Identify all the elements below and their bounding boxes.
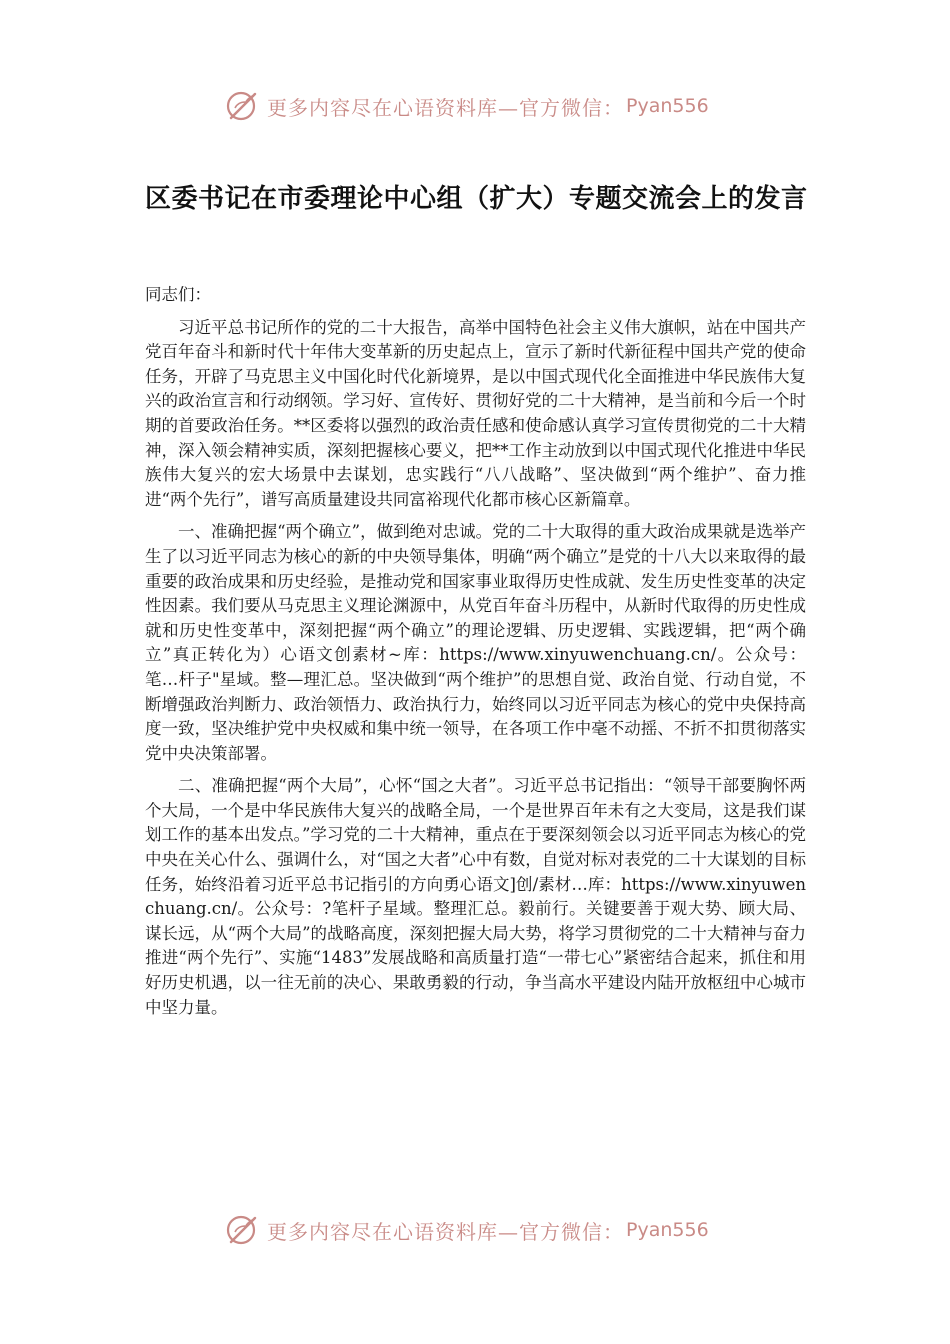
salutation: 同志们： [145, 285, 211, 304]
paragraph-section-2: 二、准确把握“两个大局”，心怀“国之大者”。习近平总书记指出：“领导干部要胸怀两个大局，一个是中华民族伟大复兴的战略全局，一个是世界百年未有之大变局，这是我们谋划工作的基本出发点。”学习党的二十大精神，重点在于要深刻领会以习近平同志为核心的党中央在关心什么、强调什么，对“国之大者”心中有数，自觉对标对表党的二十大谋划的目标任务，始终沿着习近平总书记指引的方向勇心语文]创/素材…库：https://www.xinyuwenchuang.cn/。公众号：?笔杆子星域。整理汇总。毅前行。关键要善于观大势、顾大局、谋长远，从“两个大局”的战略高度，深刻把握大局大势，将学习贯彻党的二十大精神与奋力推进“两个先行”、实施“1483”发展战略和高质量打造“一带七心”紧密结合起来，抓住和用好历史机遇，以一往无前的决心、果敢勇毅的行动，争当高水平建设内陆开放枢纽中心城市中坚力量。 [145, 776, 806, 1017]
watermark-text: 更多内容尽在心语资料库—官方微信： [267, 1219, 624, 1244]
document-title: 区委书记在市委理论中心组（扩大）专题交流会上的发言 [145, 184, 808, 214]
paragraph-intro: 习近平总书记所作的党的二十大报告，高举中国特色社会主义伟大旗帜，站在中国共产党百年奋斗和新时代十年伟大变革新的历史起点上，宣示了新时代新征程中国共产党的使命任务，开辟了马克思主义中国化时代化新境界，是以中国式现代化全面推进中华民族伟大复兴的政治宣言和行动纲领。学习好、宣传好、贯彻好党的二十大精神，是当前和今后一个时期的首要政治任务。**区委将以强烈的政治责任感和使命感认真学习宣传贯彻党的二十大精神，深入领会精神实质，深刻把握核心要义，把**工作主动放到以中国式现代化推进中华民族伟大复兴的宏大场景中去谋划，忠实践行“八八战略”、坚决做到“两个维护”、奋力推进“两个先行”，谱写高质量建设共同富裕现代化都市核心区新篇章。 [145, 317, 806, 509]
watermark-footer [225, 1208, 745, 1252]
watermark-wechat-id: Pyan556 [626, 1219, 709, 1241]
quill-logo-icon [225, 88, 261, 124]
watermark-wechat-id: Pyan556 [626, 95, 709, 117]
watermark-header [225, 84, 745, 128]
quill-logo-icon [225, 1212, 261, 1248]
paragraph-section-1: 一、准确把握“两个确立”，做到绝对忠诚。党的二十大取得的重大政治成果就是选举产生了以习近平同志为核心的新的中央领导集体，明确“两个确立”是党的十八大以来取得的最重要的政治成果和历史经验，是推动党和国家事业取得历史性成就、发生历史性变革的决定性因素。我们要从马克思主义理论渊源中，从党百年奋斗历程中，从新时代取得的历史性成就和历史性变革中，深刻把握“两个确立”的理论逻辑、历史逻辑、实践逻辑，把“两个确立”真正转化为）心语文创素材~库：https://www.xinyuwenchuang.cn/。公众号：笔…杆子"星域。整—理汇总。坚决做到“两个维护”的思想自觉、政治自觉、行动自觉，不断增强政治判断力、政治领悟力、政治执行力，始终同以习近平同志为核心的党中央保持高度一致，坚决维护党中央权威和集中统一领导，在各项工作中毫不动摇、不折不扣贯彻落实党中央决策部署。 [145, 522, 806, 763]
document-body [145, 283, 806, 1020]
watermark-text: 更多内容尽在心语资料库—官方微信： [267, 95, 624, 120]
